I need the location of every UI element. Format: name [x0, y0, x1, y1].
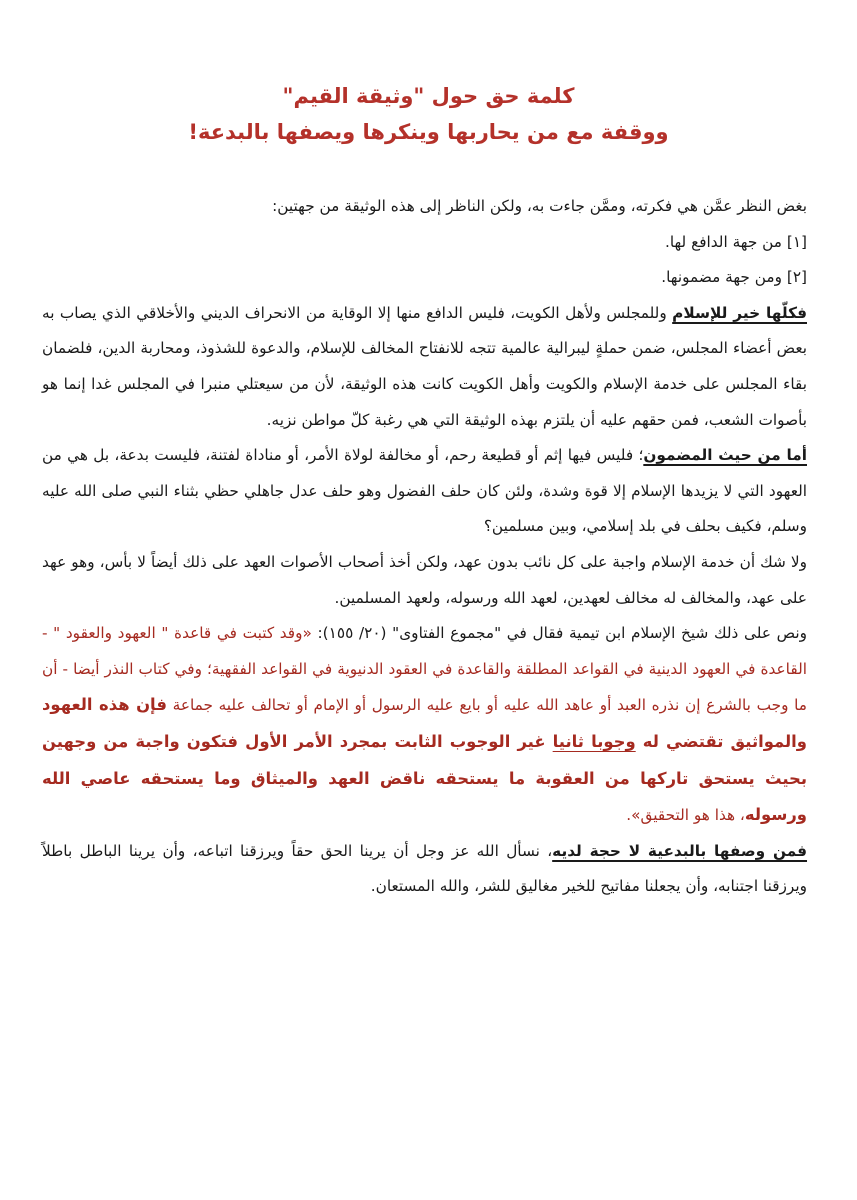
- content-paragraph: [42, 438, 807, 545]
- document-title: كلمة حق حول "وثيقة القيم": [282, 84, 575, 108]
- citation-quote-bold-2: غير الوجوب الثابت بمجرد الأمر الأول فتكون واجبة من وجهين بحيث يستحق تاركها من العقوبة ما يستحقه ناقض العهد والميثاق وما يستحقه عاصي الله ورسوله: [42, 731, 807, 825]
- document-body: [42, 189, 807, 905]
- citation-quote-end: ، هذا هو التحقيق».: [626, 806, 745, 825]
- content-text: ؛ فليس فيها إثم أو قطيعة رحم، أو مخالفة لولاة الأمر، أو مناداة لفتنة، فليست بدعة، بل هي من العهود التي لا يزيدها الإسلام إلا قوة وشدة، ولئن كان حلف الفضول وهو حلف عدل جاهلي حظي بثناء النبي صلى الله عليه وسلم، فكيف بحلف في بلد إسلامي، وبين مسلمين؟: [42, 446, 807, 536]
- aspect-dafi: [١] من جهة الدافع لها.: [664, 232, 807, 251]
- motive-lead: فكلّها خير للإسلام: [672, 303, 807, 322]
- ibn-taymiyya-citation: [42, 616, 807, 834]
- closing-lead: فمن وصفها بالبدعية لا حجة لديه: [552, 841, 808, 860]
- document-subtitle: ووقفة مع من يحاربها وينكرها ويصفها بالبدعة!: [188, 120, 669, 144]
- closing-paragraph: [42, 834, 807, 905]
- citation-quote-underlined: وجوبا ثانيا: [552, 731, 636, 751]
- citation-quote-plain: «وقد كتبت في قاعدة " العهود والعقود " - القاعدة في العهود الدينية في القواعد المطلقة والقاعدة في العقود الدنيوية في القواعد الفقهية؛ وفي كتاب النذر أيضا - أن ما وجب بالشرع إن نذره العبد أو عاهد الله عليه أو بايع عليه الرسول أو الإمام أو تحالف عليه جماعة: [42, 624, 807, 715]
- content-lead: أما من حيث المضمون: [643, 446, 807, 465]
- aspect-madmun: [٢] ومن جهة مضمونها.: [661, 268, 807, 287]
- intro-paragraph: بغض النظر عمَّن هي فكرته، وممَّن جاءت به، ولكن الناظر إلى هذه الوثيقة من جهتين:: [272, 197, 807, 215]
- citation-intro: ونص على ذلك شيخ الإسلام ابن تيمية فقال في "مجموع الفتاوى" (٢٠/ ١٥٥):: [311, 624, 807, 643]
- closing-text: ، نسأل الله عز وجل أن يرينا الحق حقاً ويرزقنا اتباعه، وأن يرينا الباطل باطلاً ويرزقنا اجتنابه، وأن يجعلنا مفاتيح للخير مغاليق للشر، والله المستعان.: [42, 841, 807, 896]
- motive-text: وللمجلس ولأهل الكويت، فليس الدافع منها إلا الوقاية من الانحراف الديني والأخلاقي الذي يصاب به بعض أعضاء المجلس، ضمن حملةٍ ليبرالية عالمية تتجه للانفتاح المخالف للإسلام، والدعوة للشذوذ، ومحاربة الدين، فلضمان بقاء المجلس على خدمة الإسلام والكويت وأهل الكويت كانت هذه الوثيقة، لأن من سيعتلي منبرا في المجلس غدا إنما هو بأصوات الشعب، فمن حقهم عليه أن يلتزم بهذه الوثيقة التي هي رغبة كلّ مواطن نزيه.: [42, 303, 807, 429]
- duty-paragraph: ولا شك أن خدمة الإسلام واجبة على كل نائب بدون عهد، ولكن أخذ أصحاب الأصوات العهد على ذلك أيضاً لا بأس، وهو عهد على عهد، والمخالف له مخالف لعهدين، لعهد الله ورسوله، ولعهد المسلمين.: [42, 552, 807, 607]
- motive-paragraph: [42, 296, 807, 438]
- citation-quote-bold-1: فإن هذه العهود والمواثيق تقتضي له: [42, 695, 807, 751]
